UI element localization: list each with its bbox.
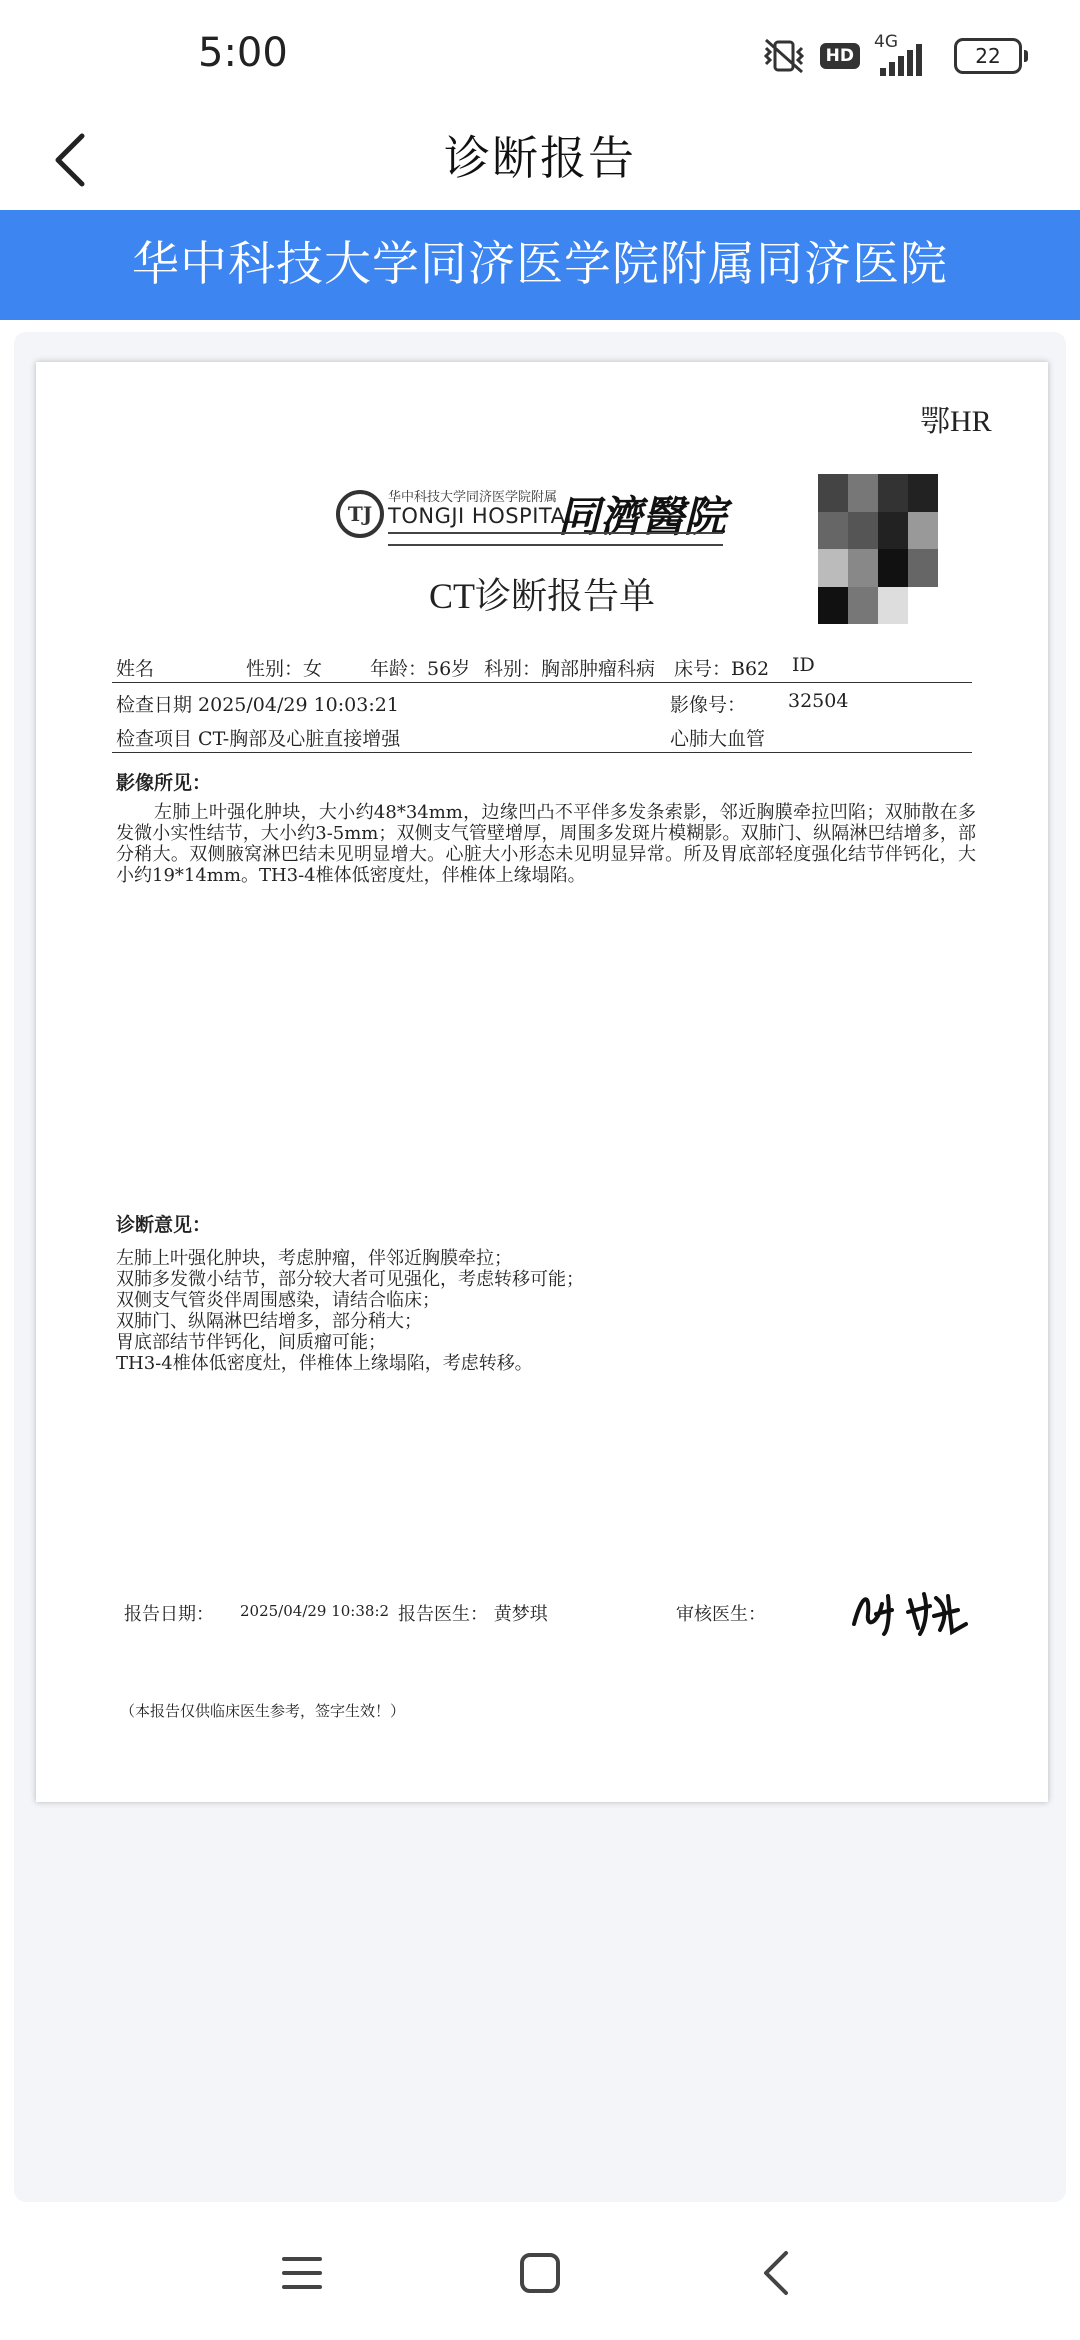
diagnosis-item: 双侧支气管炎伴周围感染，请结合临床； <box>116 1290 440 1311</box>
patient-department: 科别：胸部肿瘤科病 <box>484 658 656 680</box>
image-number-label: 影像号： <box>670 694 747 716</box>
hd-icon: HD <box>820 43 860 69</box>
report-doctor: 报告医生： 黄梦琪 <box>398 1604 548 1625</box>
home-square-icon <box>518 2251 562 2295</box>
findings-text: 左肺上叶强化肿块，大小约48*34mm，边缘凹凸不平伴多发条索影，邻近胸膜牵拉凹陷；双肺散在多发微小实性结节，大小约3-5mm；双侧支气管壁增厚，周围多发斑片模糊影。双肺门、纵隔淋巴结增多，部分稍大。双侧腋窝淋巴结未见明显增大。心脏大小形态未见明显异常。所及胃底部轻度强化结节伴钙化，大小约19*14mm。TH3-4椎体低密度灶，伴椎体上缘塌陷。 <box>116 802 976 886</box>
disclaimer-text: （本报告仅供临床医生参考，签字生效！） <box>120 1702 406 1720</box>
diagnosis-item: 双肺多发微小结节，部分较大者可见强化，考虑转移可能； <box>116 1269 584 1290</box>
findings-heading: 影像所见： <box>116 772 212 794</box>
divider <box>112 752 972 753</box>
hospital-emblem-icon: TJ <box>336 490 384 538</box>
diagnosis-heading: 诊断意见： <box>116 1214 212 1236</box>
report-date: 2025/04/29 10:38:2 <box>240 1602 390 1620</box>
logo-small-text: 华中科技大学同济医学院附属 <box>388 490 558 505</box>
status-bar <box>0 0 1080 110</box>
logo-english-text: TONGJI HOSPITAL <box>388 504 578 528</box>
patient-name-label: 姓名 <box>116 658 155 680</box>
report-document[interactable] <box>36 362 1048 1802</box>
diagnosis-list <box>116 1248 976 1374</box>
back-triangle-icon <box>758 2249 794 2297</box>
battery-icon <box>954 38 1022 74</box>
review-doctor-label: 审核医生： <box>676 1604 766 1625</box>
status-icons <box>762 34 1022 78</box>
patient-bed: 床号：B62 <box>674 658 770 680</box>
diagnosis-item: 左肺上叶强化肿块，考虑肿瘤，伴邻近胸膜牵拉； <box>116 1248 512 1269</box>
patient-id-label: ID <box>792 654 815 676</box>
diagnosis-item: TH3-4椎体低密度灶，伴椎体上缘塌陷，考虑转移。 <box>116 1353 533 1374</box>
home-button[interactable] <box>480 2205 600 2340</box>
patient-age: 年龄：56岁 <box>370 658 471 680</box>
system-back-button[interactable] <box>716 2205 836 2340</box>
exam-region: 心肺大血管 <box>670 728 766 750</box>
diagnosis-item: 胃底部结节伴钙化，间质瘤可能； <box>116 1332 386 1353</box>
signature-image <box>848 1584 978 1638</box>
exam-item: 检查项目 CT-胸部及心脏直接增强 <box>116 728 401 750</box>
logo-chinese-text: 同濟醫院 <box>558 492 727 541</box>
logo-underline <box>388 532 723 546</box>
hospital-logo <box>336 484 728 556</box>
report-date-label: 报告日期： <box>124 1604 214 1625</box>
system-navigation-bar <box>0 2205 1080 2340</box>
image-number: 32504 <box>788 690 849 712</box>
nav-bar <box>0 110 1080 210</box>
report-title: CT诊断报告单 <box>428 576 655 616</box>
hospital-banner: 华中科技大学同济医学院附属同济医院 <box>0 210 1080 320</box>
network-type-label: 4G <box>874 32 898 52</box>
page-title: 诊断报告 <box>444 131 636 185</box>
exam-date: 检查日期 2025/04/29 10:03:21 <box>116 694 399 716</box>
menu-button[interactable] <box>242 2205 362 2340</box>
vibrate-off-icon <box>762 36 806 76</box>
divider <box>112 682 972 683</box>
diagnosis-item: 双肺门、纵隔淋巴结增多，部分稍大； <box>116 1311 422 1332</box>
patient-gender: 性别：女 <box>246 658 323 680</box>
report-code: 鄂HR <box>920 405 992 438</box>
battery-level: 22 <box>975 44 1001 68</box>
status-time: 5:00 <box>198 30 288 76</box>
signal-4g-icon <box>874 32 940 76</box>
menu-icon <box>280 2253 324 2293</box>
